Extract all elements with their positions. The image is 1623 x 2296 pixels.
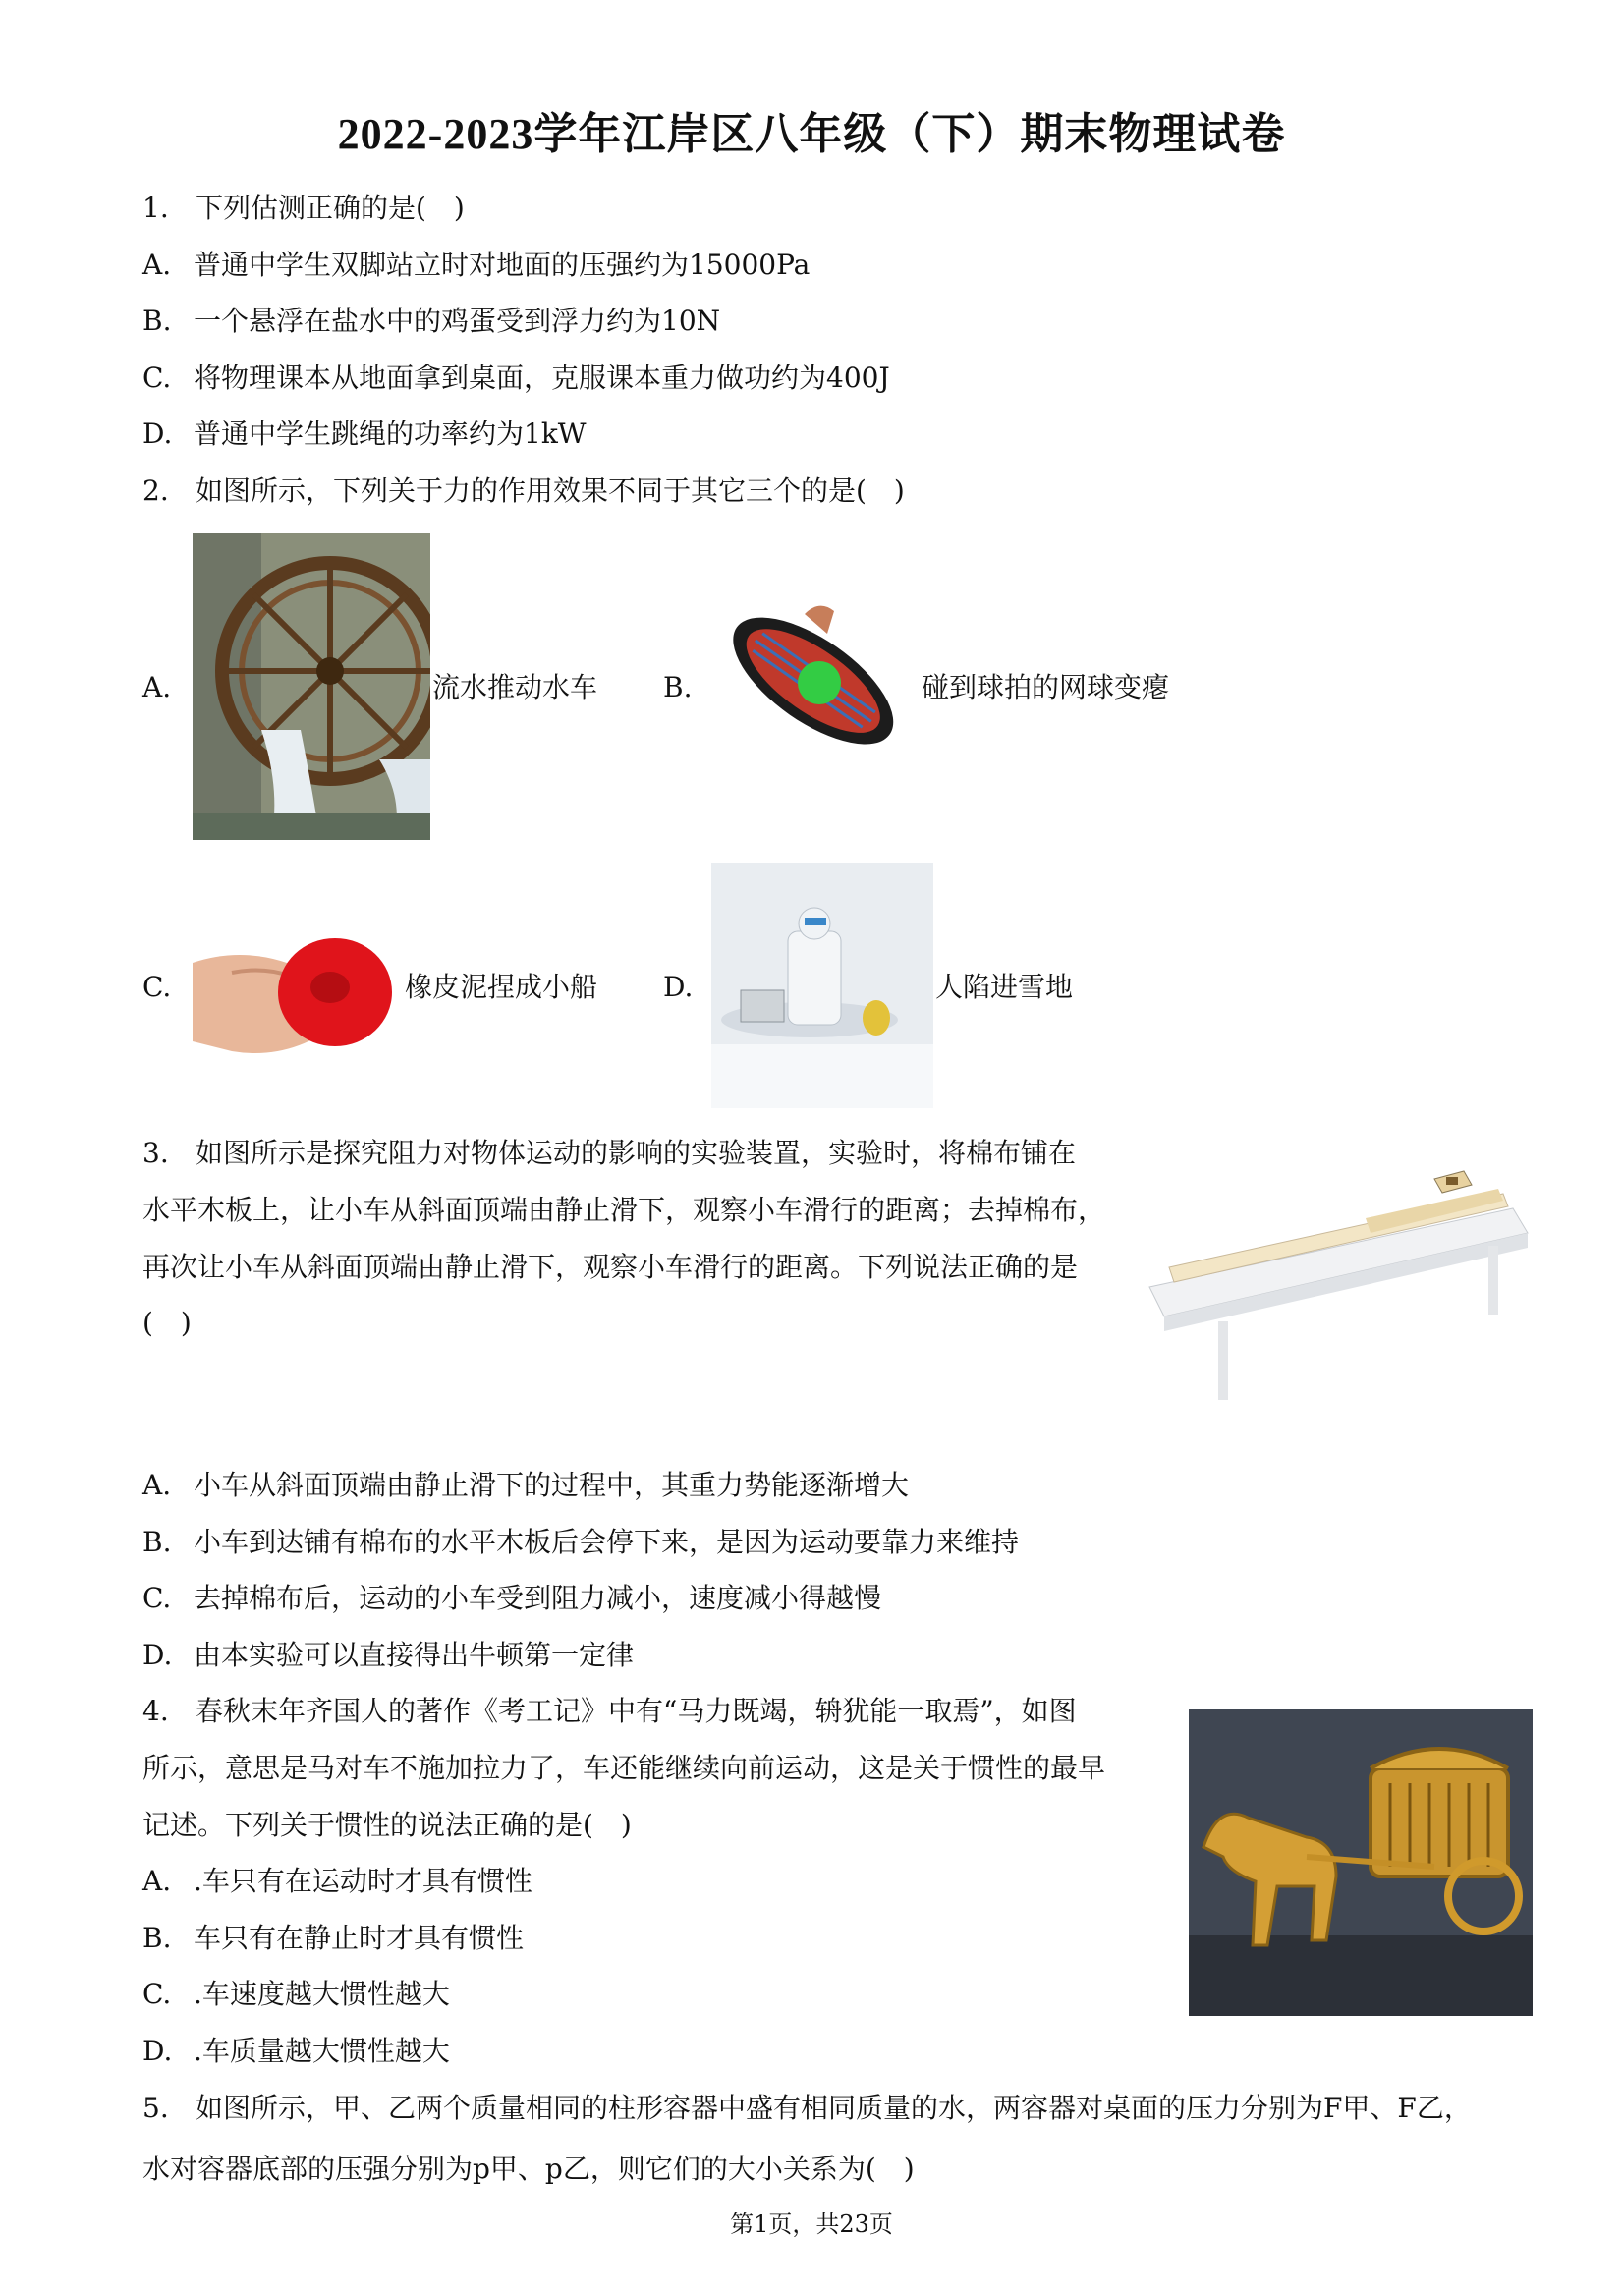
waterwheel-image <box>193 533 430 840</box>
q4-option-d-text: .车质量越大惯性越大 <box>194 2035 450 2067</box>
q4-option-b-text: 车只有在静止时才具有惯性 <box>194 1922 525 1954</box>
q2-label-c: C. <box>142 971 172 1003</box>
q1-option-b: B. 一个悬浮在盐水中的鸡蛋受到浮力约为10N <box>142 305 721 337</box>
q1-stem <box>142 189 465 228</box>
q3-stem-line2: 水平木板上，让小车从斜面顶端由静止滑下，观察小车滑行的距离；去掉棉布， <box>142 1194 1106 1226</box>
q4-option-c-text: .车速度越大惯性越大 <box>194 1978 450 2010</box>
q2-caption-b: 碰到球拍的网球变瘪 <box>922 671 1170 703</box>
q3-stem-text-1: 如图所示是探究阻力对物体运动的影响的实验装置，实验时，将棉布铺在 <box>196 1137 1077 1169</box>
q4-option-a: A. .车只有在运动时才具有惯性 <box>142 1865 532 1897</box>
q4-option-d: D. .车质量越大惯性越大 <box>142 2035 450 2067</box>
q2-caption-c: 橡皮泥捏成小船 <box>405 971 598 1003</box>
q5-stem-line2: 水对容器底部的压强分别为p甲、p乙，则它们的大小关系为( ) <box>142 2153 915 2185</box>
q1-option-a-text: 普通中学生双脚站立时对地面的压强约为15000Pa <box>194 249 811 281</box>
q4-option-b: B. 车只有在静止时才具有惯性 <box>142 1922 525 1954</box>
q3-option-c-text: 去掉棉布后，运动的小车受到阻力减小，速度减小得越慢 <box>194 1582 882 1614</box>
q2-label-d: D. <box>663 971 694 1003</box>
bronze-chariot-image <box>1189 1709 1533 2016</box>
q4-stem-line1 <box>142 1692 1077 1731</box>
q1-option-d-text: 普通中学生跳绳的功率约为1kW <box>194 418 587 450</box>
q3-option-b: B. 小车到达铺有棉布的水平木板后会停下来，是因为运动要靠力来维持 <box>142 1526 1020 1558</box>
q4-stem-text-1: 春秋末年齐国人的著作《考工记》中有“马力既竭，辀犹能一取焉”，如图 <box>196 1695 1077 1727</box>
q4-option-a-text: .车只有在运动时才具有惯性 <box>194 1865 532 1897</box>
q3-option-c: C. 去掉棉布后，运动的小车受到阻力减小，速度减小得越慢 <box>142 1582 882 1614</box>
tennis-racket-image <box>711 589 918 786</box>
q2-label-a: A. <box>142 671 172 703</box>
q2-caption-d: 人陷进雪地 <box>935 971 1074 1003</box>
q1-option-c: C. 将物理课本从地面拿到桌面，克服课本重力做功约为400J <box>142 362 890 394</box>
q2-stem-text: 如图所示，下列关于力的作用效果不同于其它三个的是( ) <box>196 475 905 507</box>
q5-number: 5. <box>142 2092 169 2124</box>
q2-number: 2. <box>142 475 169 507</box>
incline-apparatus-image <box>1140 1149 1533 1415</box>
q1-option-b-text: 一个悬浮在盐水中的鸡蛋受到浮力约为10N <box>194 305 721 337</box>
q3-number: 3. <box>142 1137 169 1169</box>
q2-label-b: B. <box>663 671 693 703</box>
q3-stem-line3: 再次让小车从斜面顶端由静止滑下，观察小车滑行的距离。下列说法正确的是 <box>142 1251 1079 1283</box>
q3-stem-line1 <box>142 1134 1076 1173</box>
q3-option-d-text: 由本实验可以直接得出牛顿第一定律 <box>194 1639 635 1671</box>
q5-stem-line1 <box>142 2089 1472 2128</box>
q4-stem-line2: 所示，意思是马对车不施加拉力了，车还能继续向前运动，这是关于惯性的最早 <box>142 1752 1106 1784</box>
page-footer: 第1页，共23页 <box>730 2211 893 2238</box>
q3-option-a-text: 小车从斜面顶端由静止滑下的过程中，其重力势能逐渐增大 <box>194 1469 910 1501</box>
q3-stem-line4: ( ) <box>142 1307 192 1339</box>
clay-image <box>193 904 401 1071</box>
q1-number: 1. <box>142 192 169 224</box>
q1-option-a: A. 普通中学生双脚站立时对地面的压强约为15000Pa <box>142 249 811 281</box>
q4-number: 4. <box>142 1695 169 1727</box>
snow-person-image <box>711 863 933 1108</box>
q1-stem-text: 下列估测正确的是( ) <box>196 192 465 224</box>
q4-option-c: C. .车速度越大惯性越大 <box>142 1978 450 2010</box>
exam-title: 2022-2023学年江岸区八年级（下）期末物理试卷 <box>337 110 1286 158</box>
q5-stem-text-1: 如图所示，甲、乙两个质量相同的柱形容器中盛有相同质量的水，两容器对桌面的压力分别为F甲、F乙， <box>196 2092 1472 2124</box>
q2-stem <box>142 472 905 511</box>
q3-option-a: A. 小车从斜面顶端由静止滑下的过程中，其重力势能逐渐增大 <box>142 1469 910 1501</box>
q4-stem-line3: 记述。下列关于惯性的说法正确的是( ) <box>142 1809 632 1841</box>
q2-caption-a: 流水推动水车 <box>432 671 598 703</box>
q3-option-b-text: 小车到达铺有棉布的水平木板后会停下来，是因为运动要靠力来维持 <box>194 1526 1020 1558</box>
q1-option-c-text: 将物理课本从地面拿到桌面，克服课本重力做功约为400J <box>194 362 890 394</box>
q1-option-d: D. 普通中学生跳绳的功率约为1kW <box>142 418 587 450</box>
q3-option-d: D. 由本实验可以直接得出牛顿第一定律 <box>142 1639 635 1671</box>
